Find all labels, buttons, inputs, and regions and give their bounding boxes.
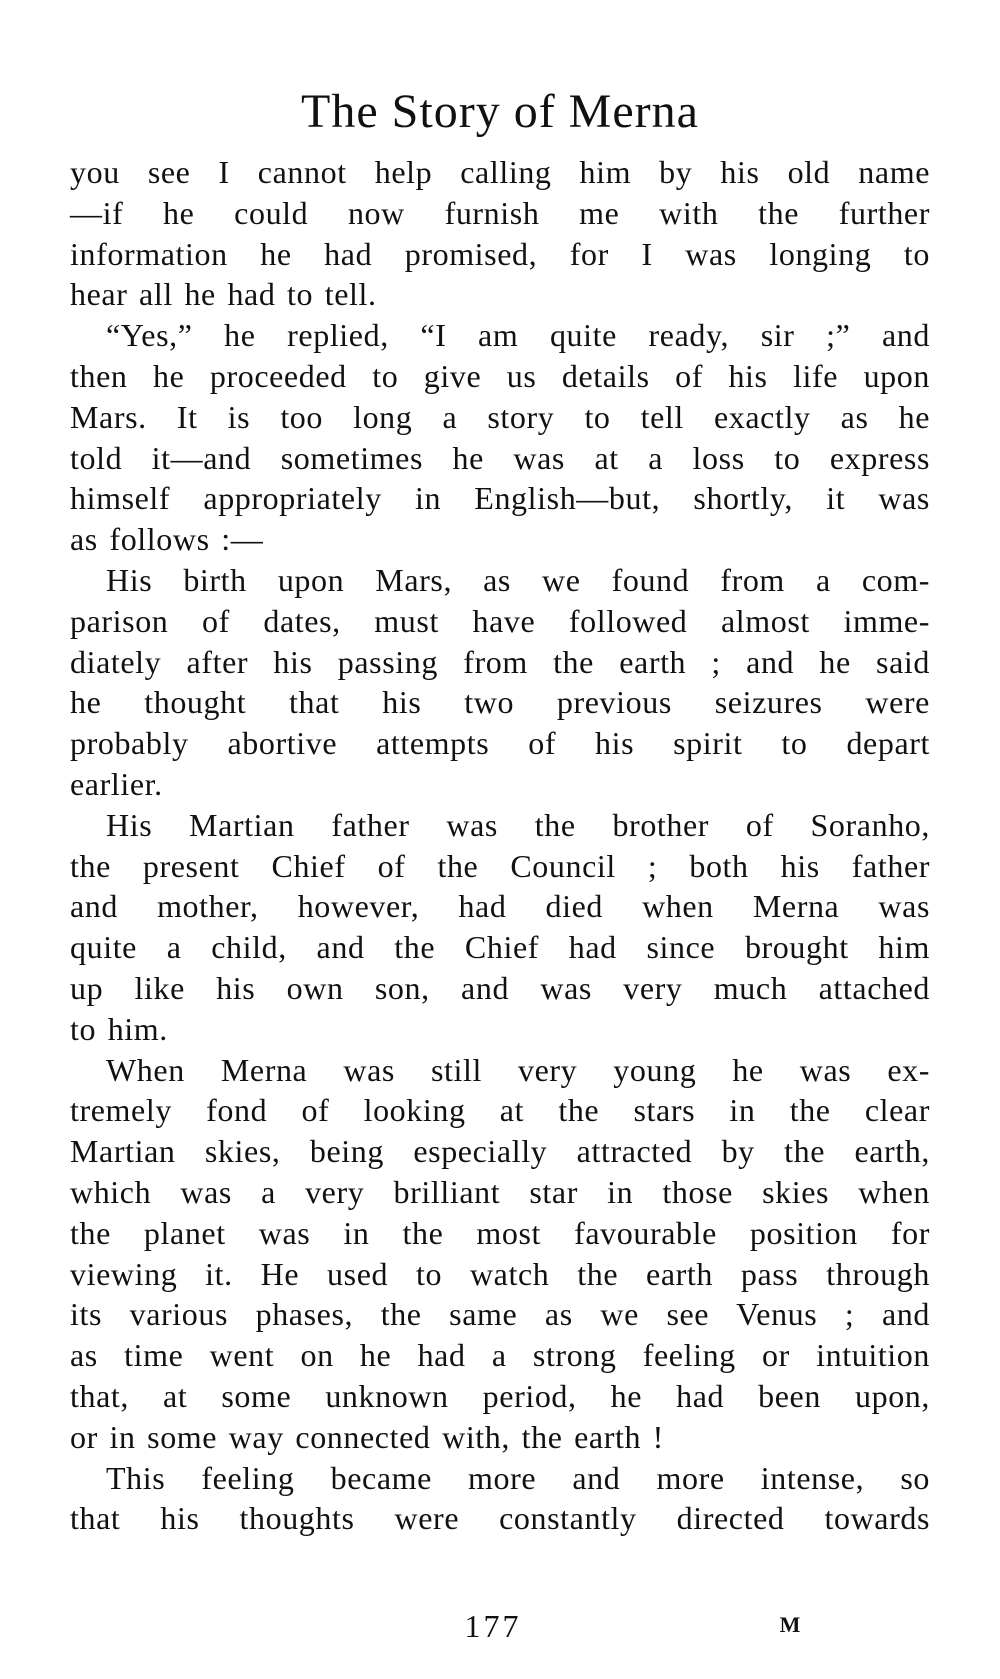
text-line: himself appropriately in English—but, shortly, it was	[70, 480, 930, 517]
text-line: diately after his passing from the earth ; and he said	[70, 643, 930, 680]
text-line: which was a very brilliant star in those skies when	[70, 1173, 930, 1210]
running-title: The Story of Merna	[301, 85, 699, 138]
text-line: Mars. It is too long a story to tell exactly as he	[70, 398, 930, 435]
text-line: earlier.	[70, 765, 163, 802]
paragraph	[70, 805, 930, 1050]
text-line: tremely fond of looking at the stars in the clear	[70, 1092, 930, 1129]
text-line: or in some way connected with, the earth !	[70, 1418, 664, 1455]
paragraph	[70, 152, 930, 315]
text-line: its various phases, the same as we see Venus ; and	[70, 1296, 930, 1333]
text-line: —if he could now furnish me with the further	[70, 194, 930, 231]
paragraph	[70, 1458, 930, 1540]
text-line: then he proceeded to give us details of his life upon	[70, 357, 930, 394]
text-line: he thought that his two previous seizures were	[70, 684, 930, 721]
text-line: to him.	[70, 1010, 168, 1047]
text-line: as follows :—	[70, 521, 264, 558]
text-line: up like his own son, and was very much attached	[70, 969, 930, 1006]
text-line: quite a child, and the Chief had since brought him	[70, 929, 930, 966]
text-line: and mother, however, had died when Merna was	[70, 888, 930, 925]
paragraph	[70, 1050, 930, 1458]
text-line: probably abortive attempts of his spirit to depart	[70, 725, 930, 762]
text-line: told it—and sometimes he was at a loss to express	[70, 439, 930, 476]
text-line: His birth upon Mars, as we found from a com-	[106, 561, 930, 598]
page-number: 177	[464, 1608, 522, 1644]
text-line: hear all he had to tell.	[70, 276, 377, 313]
text-line: that, at some unknown period, he had been upon,	[70, 1377, 930, 1414]
text-line: When Merna was still very young he was ex-	[106, 1051, 930, 1088]
text-line: information he had promised, for I was longing to	[70, 235, 930, 272]
text-line: His Martian father was the brother of Soranho,	[106, 806, 930, 843]
text-line: viewing it. He used to watch the earth pass through	[70, 1255, 930, 1292]
body-text	[70, 152, 930, 1539]
text-line: Martian skies, being especially attracted by the earth,	[70, 1133, 930, 1170]
text-line: the planet was in the most favourable position for	[70, 1214, 930, 1251]
text-line: “Yes,” he replied, “I am quite ready, sir ;” and	[106, 317, 930, 354]
text-line: parison of dates, must have followed almost imme-	[70, 602, 930, 639]
signature-mark: M	[779, 1612, 801, 1637]
paragraph	[70, 315, 930, 560]
text-line: the present Chief of the Council ; both his father	[70, 847, 930, 884]
text-line: that his thoughts were constantly directed towards	[70, 1500, 930, 1537]
text-line: This feeling became more and more intense, so	[106, 1459, 930, 1496]
text-line: you see I cannot help calling him by his old name	[70, 154, 930, 190]
text-line: as time went on he had a strong feeling or intuition	[70, 1337, 930, 1374]
paragraph	[70, 560, 930, 805]
